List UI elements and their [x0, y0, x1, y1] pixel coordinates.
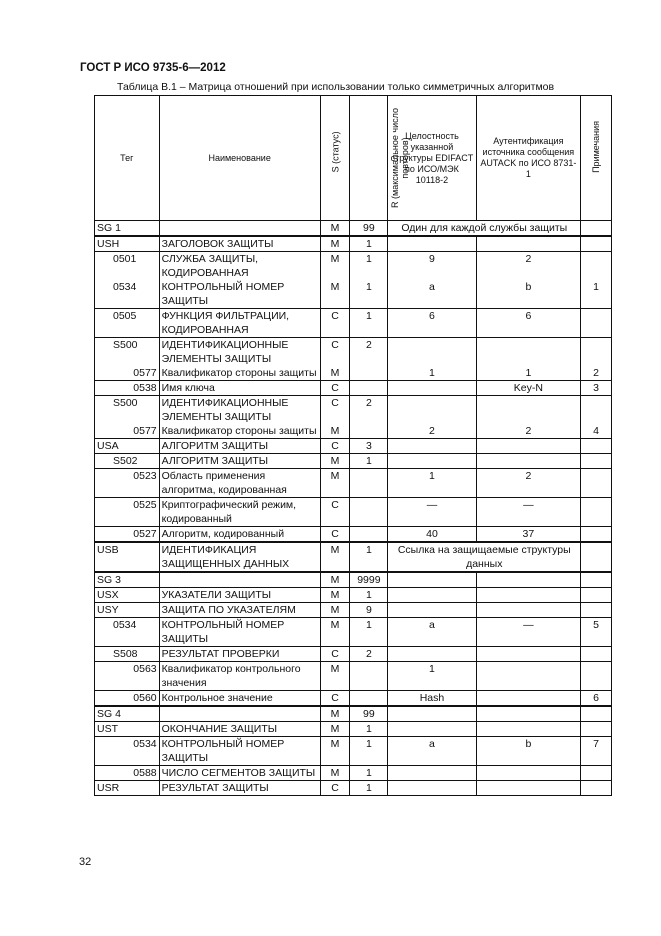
table-row — [95, 706, 612, 722]
cell-tag: 0525 — [95, 498, 160, 527]
cell-tag: 0563 — [95, 662, 160, 691]
cell-integrity: 40 — [388, 527, 476, 543]
cell-notes — [581, 542, 612, 572]
cell-status: C — [320, 309, 350, 338]
cell-tag: USY — [95, 603, 160, 618]
cell-integrity: 1 — [388, 662, 476, 691]
cell-repeat — [350, 527, 388, 543]
cell-notes — [581, 647, 612, 662]
cell-auth: — — [476, 498, 581, 527]
table-row — [95, 603, 612, 618]
col-header-notes-cell — [581, 96, 612, 221]
cell-auth — [476, 396, 581, 425]
table-row — [95, 527, 612, 543]
cell-name: ЧИСЛО СЕГМЕНТОВ ЗАЩИТЫ — [159, 766, 320, 781]
cell-tag: 0534 — [95, 280, 160, 309]
table-header-row — [95, 96, 612, 221]
cell-auth: Key-N — [476, 381, 581, 396]
col-header-status: S (статус) — [330, 131, 341, 173]
cell-repeat: 1 — [350, 766, 388, 781]
cell-repeat: 1 — [350, 542, 388, 572]
cell-auth — [476, 781, 581, 796]
cell-tag: 0577 — [95, 366, 160, 381]
cell-integrity — [388, 396, 476, 425]
cell-status: C — [320, 781, 350, 796]
cell-integrity: a — [388, 618, 476, 647]
table-row — [95, 424, 612, 439]
cell-status: M — [320, 737, 350, 766]
cell-repeat: 1 — [350, 737, 388, 766]
cell-integrity: a — [388, 280, 476, 309]
table-row — [95, 469, 612, 498]
cell-integrity: a — [388, 737, 476, 766]
table-row — [95, 722, 612, 737]
table-caption: Таблица B.1 – Матрица отношений при использовании только симметричных алгоритмов — [117, 81, 555, 93]
cell-name: Имя ключа — [159, 381, 320, 396]
cell-repeat: 3 — [350, 439, 388, 454]
cell-repeat — [350, 498, 388, 527]
cell-name: ИДЕНТИФИКАЦИЯ ЗАЩИЩЕННЫХ ДАННЫХ — [159, 542, 320, 572]
cell-repeat — [350, 424, 388, 439]
cell-notes: 5 — [581, 618, 612, 647]
cell-notes — [581, 588, 612, 603]
cell-auth — [476, 603, 581, 618]
cell-integrity: — — [388, 498, 476, 527]
cell-tag: UST — [95, 722, 160, 737]
cell-notes — [581, 439, 612, 454]
cell-auth — [476, 647, 581, 662]
cell-repeat — [350, 662, 388, 691]
cell-repeat: 2 — [350, 396, 388, 425]
cell-integrity — [388, 766, 476, 781]
cell-status: C — [320, 338, 350, 367]
cell-status: M — [320, 469, 350, 498]
cell-repeat: 9999 — [350, 572, 388, 588]
table-row — [95, 572, 612, 588]
table-row — [95, 691, 612, 707]
cell-auth — [476, 236, 581, 252]
cell-notes: 6 — [581, 691, 612, 707]
cell-integrity: 1 — [388, 469, 476, 498]
cell-integrity — [388, 454, 476, 469]
cell-notes — [581, 221, 612, 237]
cell-repeat: 99 — [350, 221, 388, 237]
cell-name: АЛГОРИТМ ЗАЩИТЫ — [159, 454, 320, 469]
cell-auth — [476, 588, 581, 603]
cell-name: ЗАГОЛОВОК ЗАЩИТЫ — [159, 236, 320, 252]
cell-tag: USA — [95, 439, 160, 454]
cell-tag: SG 4 — [95, 706, 160, 722]
cell-status: M — [320, 572, 350, 588]
cell-notes — [581, 781, 612, 796]
cell-auth: b — [476, 280, 581, 309]
cell-status: M — [320, 424, 350, 439]
cell-integrity — [388, 588, 476, 603]
page-number: 32 — [79, 856, 92, 868]
table-row — [95, 366, 612, 381]
cell-repeat: 2 — [350, 338, 388, 367]
cell-status: M — [320, 542, 350, 572]
cell-tag: 0505 — [95, 309, 160, 338]
cell-auth — [476, 722, 581, 737]
cell-repeat — [350, 691, 388, 707]
cell-tag: S500 — [95, 338, 160, 367]
cell-notes: 7 — [581, 737, 612, 766]
cell-name: ИДЕНТИФИКАЦИОННЫЕ ЭЛЕМЕНТЫ ЗАЩИТЫ — [159, 396, 320, 425]
cell-status: M — [320, 706, 350, 722]
cell-name: Квалификатор стороны защиты — [159, 366, 320, 381]
cell-tag: 0501 — [95, 252, 160, 281]
cell-integrity — [388, 647, 476, 662]
cell-repeat: 1 — [350, 252, 388, 281]
cell-tag: USB — [95, 542, 160, 572]
cell-status: M — [320, 766, 350, 781]
cell-notes — [581, 396, 612, 425]
cell-repeat: 9 — [350, 603, 388, 618]
cell-span-note: Один для каждой службы защиты — [388, 221, 581, 237]
cell-repeat — [350, 381, 388, 396]
cell-notes — [581, 572, 612, 588]
cell-tag: 0534 — [95, 737, 160, 766]
cell-integrity — [388, 722, 476, 737]
col-header-status-cell — [320, 96, 350, 221]
table-row — [95, 498, 612, 527]
cell-notes: 3 — [581, 381, 612, 396]
table-row — [95, 236, 612, 252]
col-header-notes: Примечания — [591, 120, 602, 173]
cell-name: Алгоритм, кодированный — [159, 527, 320, 543]
cell-status: M — [320, 236, 350, 252]
cell-notes — [581, 766, 612, 781]
cell-name: ЗАЩИТА ПО УКАЗАТЕЛЯМ — [159, 603, 320, 618]
cell-auth: b — [476, 737, 581, 766]
cell-name: ИДЕНТИФИКАЦИОННЫЕ ЭЛЕМЕНТЫ ЗАЩИТЫ — [159, 338, 320, 367]
cell-integrity — [388, 236, 476, 252]
cell-repeat: 99 — [350, 706, 388, 722]
table-row — [95, 588, 612, 603]
cell-status: C — [320, 527, 350, 543]
cell-status: M — [320, 366, 350, 381]
cell-name: РЕЗУЛЬТАТ ПРОВЕРКИ — [159, 647, 320, 662]
cell-tag: USR — [95, 781, 160, 796]
table-row — [95, 662, 612, 691]
cell-name: Область применения алгоритма, кодированная — [159, 469, 320, 498]
cell-span-note: Ссылка на защищаемые структуры данных — [388, 542, 581, 572]
cell-auth — [476, 572, 581, 588]
cell-auth: 37 — [476, 527, 581, 543]
cell-notes — [581, 252, 612, 281]
cell-integrity: 6 — [388, 309, 476, 338]
cell-auth: 6 — [476, 309, 581, 338]
col-header-integrity: Целостность указанной структуры EDIFACT по ИСО/МЭК 10118-2 — [388, 96, 476, 221]
cell-tag: 0527 — [95, 527, 160, 543]
col-header-auth: Аутентификация источника сообщения AUTACK по ИСО 8731-1 — [476, 96, 581, 221]
cell-repeat: 1 — [350, 618, 388, 647]
col-header-repeat-cell — [350, 96, 411, 221]
cell-tag: 0534 — [95, 618, 160, 647]
cell-integrity — [388, 706, 476, 722]
cell-status: C — [320, 691, 350, 707]
cell-name: ФУНКЦИЯ ФИЛЬТРАЦИИ, КОДИРОВАННАЯ — [159, 309, 320, 338]
cell-name: ОКОНЧАНИЕ ЗАЩИТЫ — [159, 722, 320, 737]
table-row — [95, 439, 612, 454]
cell-integrity — [388, 572, 476, 588]
table-row — [95, 542, 612, 572]
table-row — [95, 618, 612, 647]
cell-name — [159, 572, 320, 588]
cell-notes — [581, 706, 612, 722]
cell-name: АЛГОРИТМ ЗАЩИТЫ — [159, 439, 320, 454]
table-row — [95, 381, 612, 396]
cell-repeat: 1 — [350, 309, 388, 338]
cell-repeat: 2 — [350, 647, 388, 662]
cell-repeat — [350, 366, 388, 381]
col-header-name: Наименование — [159, 96, 320, 221]
cell-name: Криптографический режим, кодированный — [159, 498, 320, 527]
table-row — [95, 737, 612, 766]
cell-status: M — [320, 588, 350, 603]
cell-integrity — [388, 603, 476, 618]
cell-name: КОНТРОЛЬНЫЙ НОМЕР ЗАЩИТЫ — [159, 618, 320, 647]
cell-status: M — [320, 252, 350, 281]
cell-repeat — [350, 469, 388, 498]
cell-tag: SG 1 — [95, 221, 160, 237]
cell-name — [159, 706, 320, 722]
table-row — [95, 396, 612, 425]
cell-integrity: Hash — [388, 691, 476, 707]
cell-status: M — [320, 618, 350, 647]
cell-integrity — [388, 338, 476, 367]
table-row — [95, 766, 612, 781]
cell-tag: S500 — [95, 396, 160, 425]
col-header-tag: Тег — [95, 96, 160, 221]
cell-name: УКАЗАТЕЛИ ЗАЩИТЫ — [159, 588, 320, 603]
cell-auth — [476, 439, 581, 454]
table-row — [95, 338, 612, 367]
cell-auth: 2 — [476, 424, 581, 439]
cell-notes — [581, 469, 612, 498]
cell-status: M — [320, 280, 350, 309]
cell-integrity — [388, 439, 476, 454]
table-row — [95, 781, 612, 796]
cell-tag: SG 3 — [95, 572, 160, 588]
cell-repeat: 1 — [350, 280, 388, 309]
cell-auth — [476, 338, 581, 367]
cell-tag: 0560 — [95, 691, 160, 707]
cell-status: M — [320, 662, 350, 691]
cell-notes — [581, 236, 612, 252]
relationship-matrix-table — [94, 95, 612, 796]
cell-status: C — [320, 498, 350, 527]
cell-repeat: 1 — [350, 454, 388, 469]
cell-tag: USX — [95, 588, 160, 603]
cell-tag: 0523 — [95, 469, 160, 498]
table-row — [95, 280, 612, 309]
cell-tag: USH — [95, 236, 160, 252]
table-row — [95, 309, 612, 338]
cell-notes — [581, 662, 612, 691]
cell-notes — [581, 498, 612, 527]
cell-name: КОНТРОЛЬНЫЙ НОМЕР ЗАЩИТЫ — [159, 280, 320, 309]
cell-tag: 0538 — [95, 381, 160, 396]
col-header-repeat: R (максимальное число повторов) — [390, 108, 411, 208]
cell-auth: — — [476, 618, 581, 647]
table-row — [95, 454, 612, 469]
cell-name: КОНТРОЛЬНЫЙ НОМЕР ЗАЩИТЫ — [159, 737, 320, 766]
cell-auth: 1 — [476, 366, 581, 381]
cell-integrity — [388, 381, 476, 396]
cell-status: C — [320, 396, 350, 425]
cell-auth: 2 — [476, 252, 581, 281]
cell-tag: 0588 — [95, 766, 160, 781]
cell-tag: S508 — [95, 647, 160, 662]
cell-auth — [476, 662, 581, 691]
cell-name: РЕЗУЛЬТАТ ЗАЩИТЫ — [159, 781, 320, 796]
cell-name: Контрольное значение — [159, 691, 320, 707]
cell-notes: 4 — [581, 424, 612, 439]
cell-repeat: 1 — [350, 588, 388, 603]
cell-name: СЛУЖБА ЗАЩИТЫ, КОДИРОВАННАЯ — [159, 252, 320, 281]
table-row — [95, 647, 612, 662]
cell-repeat: 1 — [350, 781, 388, 796]
cell-status: C — [320, 647, 350, 662]
cell-notes — [581, 338, 612, 367]
cell-auth — [476, 691, 581, 707]
cell-integrity — [388, 781, 476, 796]
cell-name: Квалификатор стороны защиты — [159, 424, 320, 439]
cell-status: M — [320, 221, 350, 237]
cell-auth — [476, 766, 581, 781]
cell-tag: S502 — [95, 454, 160, 469]
cell-status: C — [320, 381, 350, 396]
cell-notes — [581, 722, 612, 737]
table-row — [95, 252, 612, 281]
cell-tag: 0577 — [95, 424, 160, 439]
cell-status: M — [320, 454, 350, 469]
cell-integrity: 9 — [388, 252, 476, 281]
cell-name — [159, 221, 320, 237]
cell-notes: 1 — [581, 280, 612, 309]
cell-notes — [581, 527, 612, 543]
cell-status: M — [320, 722, 350, 737]
cell-repeat: 1 — [350, 236, 388, 252]
cell-status: M — [320, 603, 350, 618]
cell-integrity: 2 — [388, 424, 476, 439]
cell-status: C — [320, 439, 350, 454]
cell-notes — [581, 454, 612, 469]
document-header: ГОСТ Р ИСО 9735-6—2012 — [80, 62, 226, 74]
table-row — [95, 221, 612, 237]
cell-notes — [581, 309, 612, 338]
cell-auth: 2 — [476, 469, 581, 498]
cell-repeat: 1 — [350, 722, 388, 737]
cell-notes: 2 — [581, 366, 612, 381]
cell-notes — [581, 603, 612, 618]
cell-integrity: 1 — [388, 366, 476, 381]
cell-name: Квалификатор контрольного значения — [159, 662, 320, 691]
cell-auth — [476, 454, 581, 469]
cell-auth — [476, 706, 581, 722]
